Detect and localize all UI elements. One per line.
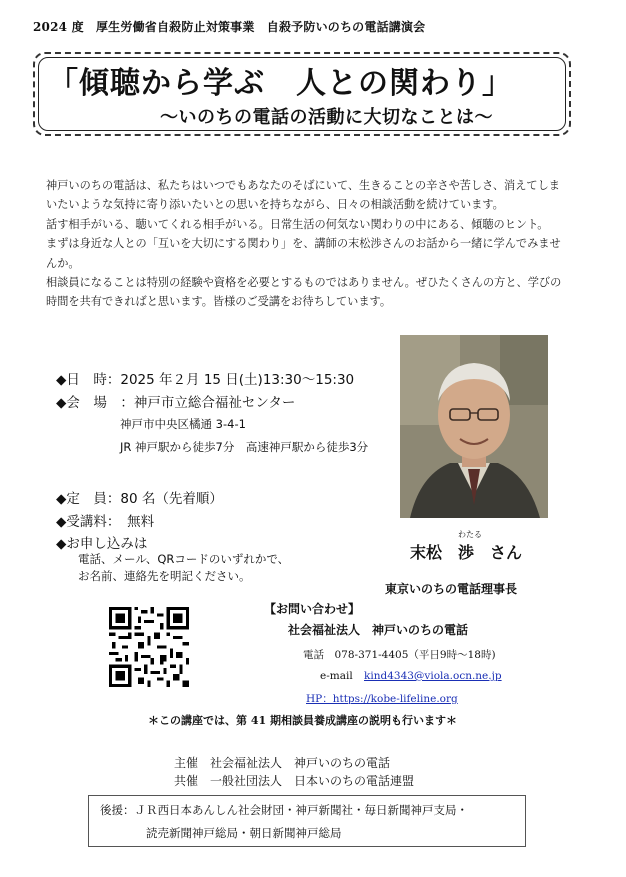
organizer-cohost: 共催 一般社団法人 日本いのちの電話連盟 — [174, 774, 415, 788]
contact-heading: 【お問い合わせ】 — [264, 602, 361, 616]
sponsors-line-2: 読売新聞神戸総局・朝日新聞神戸総局 — [146, 826, 342, 840]
intro-paragraph: 相談員になることは特別の経験や資格を必要とするものではありません。ぜひたくさんの方と、学びの時間を共有できればと思います。皆様のご受講をお待ちしています。 — [46, 276, 562, 309]
page-title: 「傾聴から学ぶ 人との関わり」 — [48, 66, 513, 101]
contact-phone: 電話 078-371-4405（平日9時～18時) — [303, 649, 496, 661]
intro-paragraph: 話す相手がいる、聴いてくれる相手がいる。日常生活の何気ない関わりの中にある、傾聴のヒント。 — [46, 217, 549, 231]
venue-address: 神戸市中央区橘通 3-4-1 — [120, 417, 246, 431]
event-capacity: ◆定 員：80 名（先着順） — [56, 491, 223, 507]
apply-instructions-1: 電話、メール、QRコードのいずれかで、 — [78, 552, 290, 566]
intro-paragraph: まずは身近な人との「互いを大切にする関わり」を、講師の末松渉さんのお話から一緒に学んでみませんか。 — [46, 237, 561, 270]
contact-email-label: e-mail — [320, 670, 353, 682]
event-fee: ◆受講料： 無料 — [56, 514, 155, 530]
apply-instructions-2: お名前、連絡先を明記ください。 — [78, 569, 251, 583]
sponsors-line-1: 後援：ＪＲ西日本あんしん社会財団・神戸新聞社・毎日新聞神戸支局・ — [100, 803, 468, 817]
speaker-name: 末松 渉 さん — [410, 543, 523, 562]
course-note: ＊この講座では、第 41 期相談員養成講座の説明も行います＊ — [148, 714, 457, 727]
speaker-title: 東京いのちの電話理事長 — [385, 582, 518, 596]
contact-website-link[interactable]: HP：https://kobe-lifeline.org — [306, 693, 458, 705]
intro-paragraph: 神戸いのちの電話は、私たちはいつでもあなたのそばにいて、生きることの辛さや苦しさ、消えてしまいたいような気持に寄り添いたいとの思いを持ちながら、日々の相談活動を続けています。 — [46, 179, 560, 212]
speaker-photo — [400, 335, 548, 518]
contact-org: 社会福祉法人 神戸いのちの電話 — [288, 623, 469, 637]
apply-label: ◆お申し込みは — [56, 536, 148, 552]
qr-code-graphic — [109, 607, 189, 687]
speaker-portrait-illustration — [400, 335, 548, 518]
venue-access: JR 神戸駅から徒歩7分 高速神戸駅から徒歩3分 — [120, 440, 369, 454]
qr-code[interactable] — [109, 607, 189, 687]
event-date: ◆日 時：2025 年２月 15 日(土)13:30～15:30 — [56, 372, 355, 388]
speaker-name-ruby: わたる — [458, 530, 482, 539]
contact-email-link[interactable]: kind4343@viola.ocn.ne.jp — [364, 670, 502, 682]
event-series-header: 2024 度 厚生労働省自殺防止対策事業 自殺予防いのちの電話講演会 — [33, 20, 426, 34]
intro-text — [46, 176, 566, 312]
event-venue: ◆会 場 ：神戸市立総合福祉センター — [56, 395, 296, 411]
page-subtitle: ～いのちの電話の活動に大切なことは～ — [160, 107, 493, 128]
organizer-host: 主催 社会福祉法人 神戸いのちの電話 — [174, 756, 391, 770]
